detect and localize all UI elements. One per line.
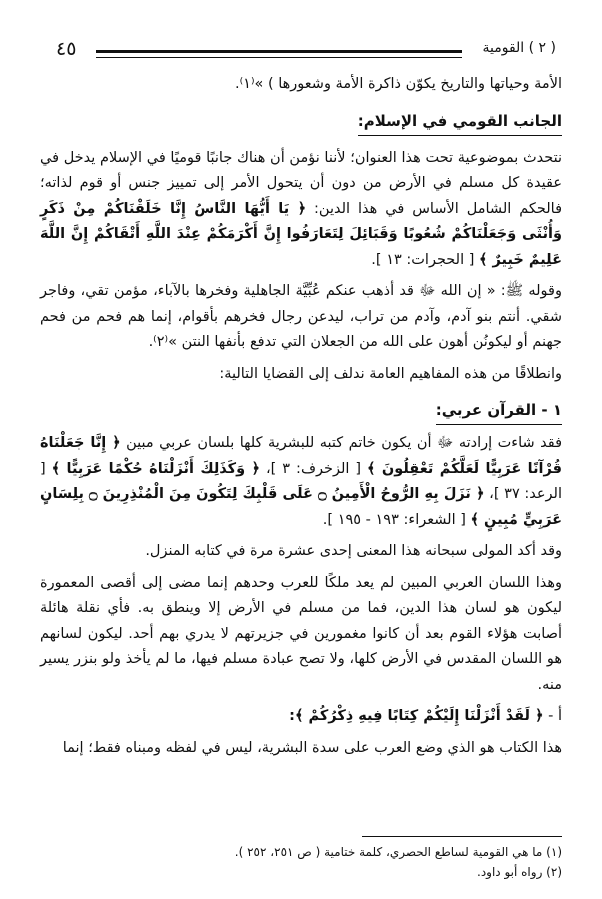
quran-verse: ﴿ لَقَدْ أَنْزَلْنَا إِلَيْكُمْ كِتَابًا فِيهِ ذِكْرُكُمْ ﴾: xyxy=(289,708,544,724)
paragraph-final xyxy=(40,736,562,762)
quran-verse: ﴿ نَزَلَ بِهِ الرُّوحُ الْأَمِينُ ۝ عَلَى قَلْبِكَ لِتَكُونَ مِنَ الْمُنْذِرِينَ ۝ بِلِسَانٍ عَرَبِيٍّ مُبِينٍ ﴾ xyxy=(40,486,562,528)
paragraph-text: وهذا اللسان العربي المبين لم يعد ملكًا للعرب وحدهم إنما مضى إلى أقصى المعمورة ليكون هو لسان هذا الدين، فما من مسلم في الأرض إلا وينطق به. فأي نقلة هائلة أصابت هؤلاء القوم بعد أن كانوا مغمورين في جزيرتهم لا يدري بهم أحد. ليكون لسانهم هو اللسان المقدس في الأرض كلها، ولا تصح عبادة مسلم فيها، ما لم يأخذ ولو بنزر يسير منه. xyxy=(40,574,562,693)
list-item-a xyxy=(40,704,562,730)
paragraph-text: هذا الكتاب هو الذي وضع العرب على سدة البشرية، ليس في لفظه ومبناه فقط؛ إنما xyxy=(62,739,562,756)
subsection-heading: ١ - القرآن عربي: xyxy=(436,397,562,425)
page-header xyxy=(56,28,556,68)
footnote-1: (١) ما هي القومية لساطع الحصري، كلمة ختامية ( ص ٢٥١، ٢٥٢ ). xyxy=(234,845,562,859)
paragraph-quran-arabic xyxy=(40,431,562,533)
paragraph-emphasis xyxy=(40,539,562,565)
paragraph-text: فقد شاءت إرادته ﷻ أن يكون خاتم كتبه للبشرية كلها بلسان عربي مبين xyxy=(126,435,562,451)
paragraph-text: وقد أكد المولى سبحانه هذا المعنى إحدى عشرة مرة في كتابه المنزل. xyxy=(145,543,562,559)
header-rule xyxy=(96,50,462,53)
paragraph-transition xyxy=(40,362,562,388)
paragraph-text: الأمة وحياتها والتاريخ يكوّن ذاكرة الأمة وشعورها ) »⁽١⁾. xyxy=(234,76,562,92)
page-body xyxy=(40,72,562,761)
paragraph-language xyxy=(40,571,562,699)
header-rule-thin xyxy=(96,57,462,58)
paragraph-text: وانطلاقًا من هذه المفاهيم العامة ندلف إلى القضايا التالية: xyxy=(219,365,562,382)
footnote-separator xyxy=(362,836,562,837)
footnote-2: (٢) رواه أبو داود. xyxy=(477,865,562,879)
item-label: أ - xyxy=(548,708,562,724)
chapter-title: ( ٢ ) القومية xyxy=(482,40,556,56)
quran-verse: ﴿ وَكَذَلِكَ أَنْزَلْنَاهُ حُكْمًا عَرَبِيًّا ﴾ xyxy=(51,460,261,477)
paragraph-intro xyxy=(40,146,562,274)
page-number: ٤٥ xyxy=(56,38,77,60)
verse-reference: [ الشعراء: ١٩٣ - ١٩٥ ]. xyxy=(322,511,466,528)
quran-verse: ﴿ إِنَّا جَعَلْنَاهُ قُرْآنًا عَرَبِيًّا لَعَلَّكُمْ تَعْقِلُونَ ﴾ xyxy=(40,435,563,477)
section-heading: الجانب القومي في الإسلام: xyxy=(358,108,562,136)
paragraph-hadith xyxy=(40,279,562,356)
footnotes xyxy=(40,842,562,882)
verse-reference: [ الزخرف: ٣ ]، xyxy=(265,460,362,477)
verse-reference: [ الرعد: ٣٧ ]، xyxy=(40,460,562,502)
paragraph-continuation xyxy=(40,72,562,98)
paragraph-text: وقوله ﷺ: « إن الله ﷻ قد أذهب عنكم عُبِّيَّة الجاهلية وفخرها بالآباء، مؤمن تقي، وفاجر شقي. أنتم بنو آدم، وآدم من تراب، ليدعن رجال فخرهم بأقوام، إنما هم فحم من فحم جهنم أو ليكونُن أهون على الله من الجعلان التي تدفع بأنفها النتن »⁽٢⁾. xyxy=(40,283,562,350)
paragraph-text: نتحدث بموضوعية تحت هذا العنوان؛ لأننا نؤمن أن هناك جانبًا قوميًا في الإسلام يدخل في عقيدة كل مسلم في الأرض من دون أن يتحول الأمر إلى تمييز جنس أو قوم لذاته؛ فالحكم الشامل الأساس في هذا الدين: xyxy=(40,149,562,217)
quran-verse: ﴿ يَا أَيُّهَا النَّاسُ إِنَّا خَلَقْنَاكُمْ مِنْ ذَكَرٍ وَأُنْثَى وَجَعَلْنَاكُمْ شُعُوبًا وَقَبَائِلَ لِتَعَارَفُوا إِنَّ أَكْرَمَكُمْ عِنْدَ اللَّهِ أَتْقَاكُمْ إِنَّ اللَّهَ عَلِيمٌ خَبِيرٌ ﴾ xyxy=(40,200,562,268)
verse-reference: [ الحجرات: ١٣ ]. xyxy=(371,251,475,268)
